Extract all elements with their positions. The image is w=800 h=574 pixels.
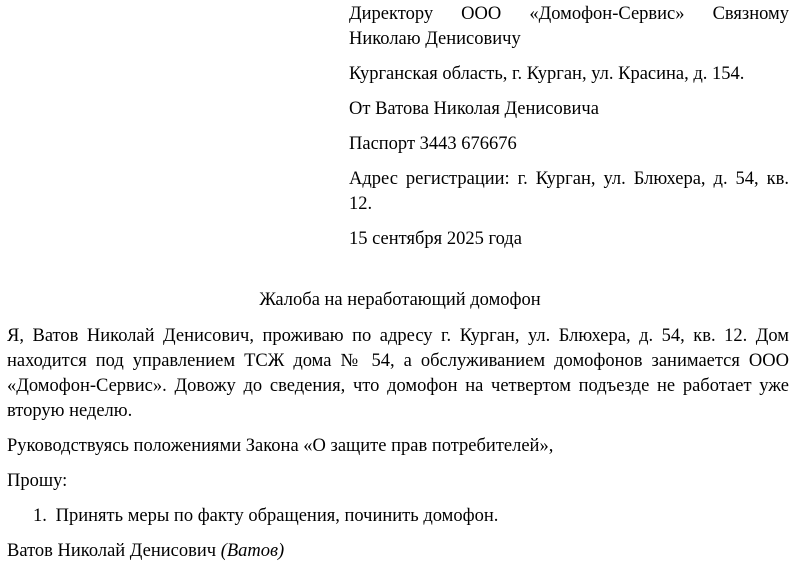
document-header xyxy=(349,2,789,262)
document-body xyxy=(7,324,789,574)
sender-name: От Ватова Николая Денисовича xyxy=(349,99,599,119)
signature-sign: (Ватов) xyxy=(220,541,285,561)
list-item-text: Принять меры по факту обращения, починить домофон. xyxy=(55,506,499,526)
request-label: Прошу: xyxy=(7,471,68,491)
sender-passport: Паспорт 3443 676676 xyxy=(349,134,517,154)
list-item xyxy=(33,504,789,529)
sender-registration: Адрес регистрации: г. Курган, ул. Блюхера, д. 54, кв. 12. xyxy=(349,169,789,214)
list-item-number: 1. xyxy=(33,506,47,526)
signature-name: Ватов Николай Денисович xyxy=(7,541,217,561)
addressee: Директору ООО «Домофон-Сервис» Связному Николаю Денисовичу xyxy=(349,4,789,49)
addressee-address: Курганская область, г. Курган, ул. Красина, д. 154. xyxy=(349,64,745,84)
document-date: 15 сентября 2025 года xyxy=(349,229,522,249)
body-paragraph-2: Руководствуясь положениями Закона «О защите прав потребителей», xyxy=(7,436,554,456)
signature-line xyxy=(7,539,789,564)
request-list xyxy=(7,504,789,529)
document-title: Жалоба на неработающий домофон xyxy=(259,290,541,310)
body-paragraph-1: Я, Ватов Николай Денисович, проживаю по адресу г. Курган, ул. Блюхера, д. 54, кв. 12. Дом находится под управлением ТСЖ дома № 54, а обслуживанием домофонов занимается ООО «Домофон-Сервис». Довожу до сведения, что домофон на четвертом подъезде не работает уже вторую неделю. xyxy=(7,326,789,421)
